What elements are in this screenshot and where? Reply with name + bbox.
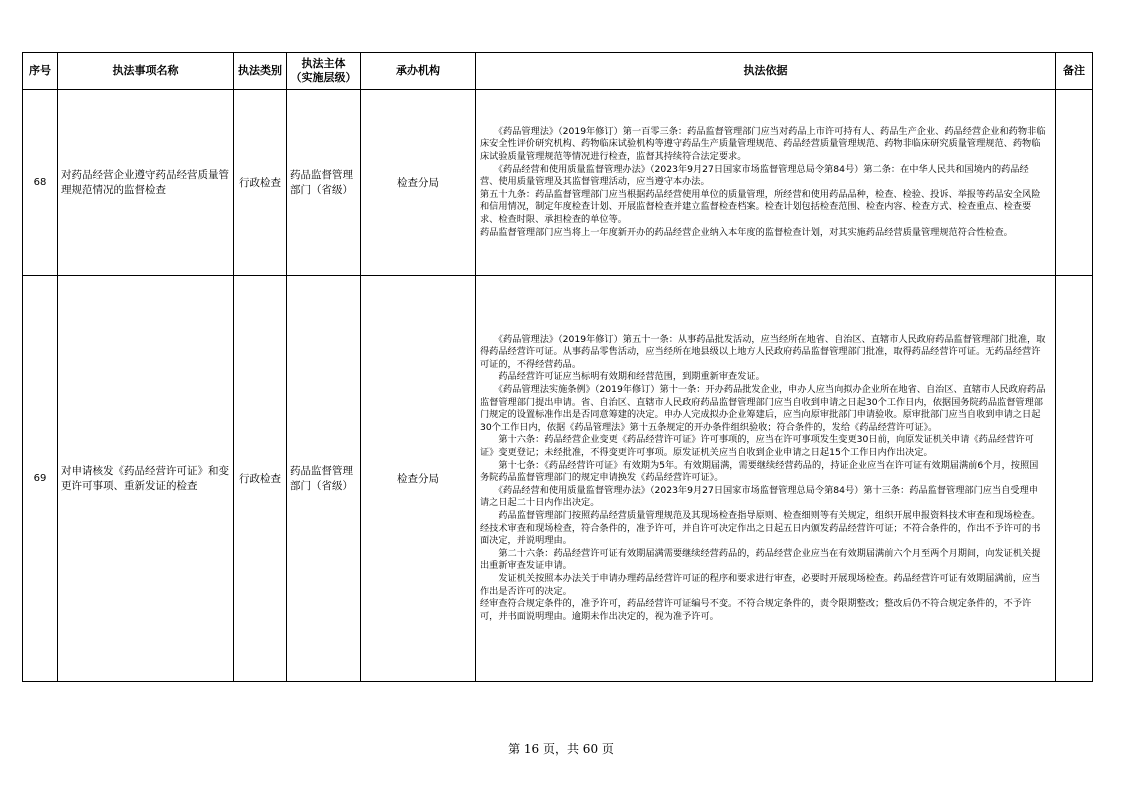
basis-paragraph: 第二十六条：药品经营许可证有效期届满需要继续经营药品的，药品经营企业应当在有效期届满前六个月至两个月期间，向发证机关提出重新审查发证申请。	[480, 547, 1041, 572]
row-basis	[476, 276, 1056, 682]
basis-paragraph: 《药品管理法实施条例》（2019年修订）第十一条：开办药品批发企业，申办人应当向拟办企业所在地省、自治区、直辖市人民政府药品监督管理部门提出申请。省、自治区、直辖市人民政府药品监督管理部门应当自收到申请之日起30个工作日内，依据国务院药品监督管理部门规定的设置标准作出是否同意筹建的决定。申办人完成拟办企业筹建后，应当向原审批部门申请验收。原审批部门应当自收到申请之日起30个工作日内，依据《药品管理法》第十五条规定的开办条件组织验收；符合条件的，发给《药品经营许可证》。	[480, 384, 1046, 433]
basis-paragraph: 药品监督管理部门应当将上一年度新开办的药品经营企业纳入本年度的监督检查计划，对其实施药品经营质量管理规范符合性检查。	[480, 226, 1013, 238]
basis-paragraph: 《药品管理法》（2019年修订）第一百零三条：药品监督管理部门应当对药品上市许可持有人、药品生产企业、药品经营企业和药物非临床安全性评价研究机构、药物临床试验机构等遵守药品生产质量管理规范、药品经营质量管理规范、药物非临床研究质量管理规范、药物临床试验质量管理规范等情况进行检查，监督其持续符合法定要求。	[480, 125, 1046, 163]
row-note	[1056, 90, 1093, 276]
header-no: 序号	[23, 53, 58, 90]
basis-paragraph: 经审查符合规定条件的，准予许可，药品经营许可证编号不变。不符合规定条件的，责令限期整改；整改后仍不符合规定条件的，不予许可，并书面说明理由。逾期未作出决定的，视为准予许可。	[480, 598, 1032, 622]
row-name: 对药品经营企业遵守药品经营质量管理规范情况的监督检查	[58, 90, 234, 276]
page-footer: 第 16 页，共 60 页	[508, 742, 614, 756]
basis-paragraph: 第五十九条：药品监督管理部门应当根据药品经营使用单位的质量管理，所经营和使用药品品种，检查、检验、投诉、举报等药品安全风险和信用情况，制定年度检查计划、开展监督检查并建立监督检查档案。检查计划包括检查范围、检查内容、检查方式、检查重点、检查要求、检查时限、承担检查的单位等。	[480, 188, 1041, 225]
row-subject: 药品监督管理部门（省级）	[287, 90, 361, 276]
basis-paragraph: 药品监督管理部门按照药品经营质量管理规范及其现场检查指导原则、检查细则等有关规定，组织开展申报资料技术审查和现场检查。经技术审查和现场检查，符合条件的，准予许可，并自许可决定作出之日起五日内颁发药品经营许可证；不符合条件的，作出不予许可的书面决定，并说明理由。	[480, 509, 1041, 547]
row-type: 行政检查	[234, 90, 287, 276]
row-no: 69	[23, 276, 58, 682]
basis-paragraph: 《药品经营和使用质量监督管理办法》（2023年9月27日国家市场监督管理总局令第84号）第二条：在中华人民共和国境内的药品经营、使用质量管理及其监督管理活动，应当遵守本办法。	[480, 163, 1029, 188]
basis-paragraph: 第十七条：《药品经营许可证》有效期为5年。有效期届满，需要继续经营药品的，持证企业应当在许可证有效期届满前6个月，按照国务院药品监督管理部门的规定申请换发《药品经营许可证》。	[480, 459, 1039, 484]
basis-paragraph: 发证机关按照本办法关于申请办理药品经营许可证的程序和要求进行审查，必要时开展现场检查。药品经营许可证有效期届满前，应当作出是否许可的决定。	[480, 572, 1041, 597]
header-subject-line1: 执法主体	[301, 57, 346, 70]
row-basis	[476, 90, 1056, 276]
header-name: 执法事项名称	[58, 53, 234, 90]
row-org: 检查分局	[361, 90, 476, 276]
header-basis: 执法依据	[476, 53, 1056, 90]
table-row	[23, 90, 1093, 276]
header-subject-line2: （实施层级）	[290, 71, 357, 84]
header-note: 备注	[1056, 53, 1093, 90]
basis-paragraph: 第十六条：药品经营企业变更《药品经营许可证》许可事项的，应当在许可事项发生变更30日前，向原发证机关申请《药品经营许可证》变更登记；未经批准，不得变更许可事项。原发证机关应当自收到企业申请之日起15个工作日内作出决定。	[480, 434, 1034, 459]
row-org: 检查分局	[361, 276, 476, 682]
basis-paragraph: 《药品管理法》（2019年修订）第五十一条：从事药品批发活动，应当经所在地省、自治区、直辖市人民政府药品监督管理部门批准，取得药品经营许可证。从事药品零售活动，应当经所在地县级以上地方人民政府药品监督管理部门批准，取得药品经营许可证。无药品经营许可证的，不得经营药品。	[480, 333, 1046, 370]
row-name: 对申请核发《药品经营许可证》和变更许可事项、重新发证的检查	[58, 276, 234, 682]
header-subject	[287, 53, 361, 90]
row-note	[1056, 276, 1093, 682]
table-row	[23, 276, 1093, 682]
basis-paragraph: 《药品经营和使用质量监督管理办法》（2023年9月27日国家市场监督管理总局令第84号）第十三条：药品监督管理部门应当自受理申请之日起二十日内作出决定。	[480, 484, 1038, 509]
table-header-row	[23, 53, 1093, 90]
row-type: 行政检查	[234, 276, 287, 682]
header-type: 执法类别	[234, 53, 287, 90]
row-no: 68	[23, 90, 58, 276]
enforcement-table	[22, 52, 1093, 682]
header-org: 承办机构	[361, 53, 476, 90]
basis-paragraph: 药品经营许可证应当标明有效期和经营范围，到期重新审查发证。	[480, 371, 765, 383]
row-subject: 药品监督管理部门（省级）	[287, 276, 361, 682]
